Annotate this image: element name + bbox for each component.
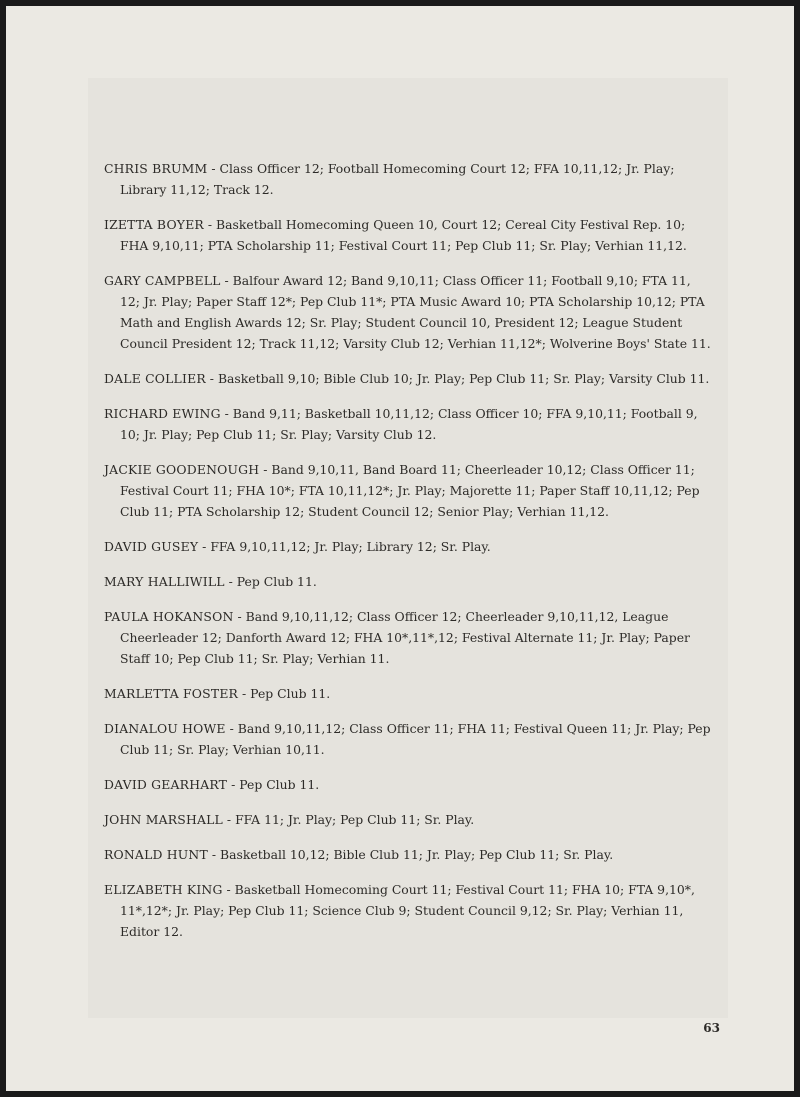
list-item (104, 214, 714, 256)
student-name: JOHN MARSHALL (104, 812, 223, 827)
student-activities: Class Officer 12; Football Homecoming Court 12; FFA 10,11,12; Jr. Play; Library 11,12; Track 12. (120, 161, 675, 197)
student-name: RICHARD EWING (104, 406, 221, 421)
list-item (104, 158, 714, 200)
student-activities: Band 9,10,11, Band Board 11; Cheerleader 10,12; Class Officer 11; Festival Court 11; FHA 10*; FTA 10,11,12*; Jr. Play; Majorette 11; Paper Staff 10,11,12; Pep Club 11; PTA Scholarship 12; Student Council 12; Senior Play; Verhian 11,12. (120, 462, 700, 519)
student-name: MARLETTA FOSTER (104, 686, 239, 701)
list-item (104, 536, 714, 557)
student-activities: Band 9,10,11,12; Class Officer 11; FHA 11; Festival Queen 11; Jr. Play; Pep Club 11; Sr. Play; Verhian 10,11. (120, 721, 711, 757)
name-separator: - (222, 812, 236, 827)
list-item (104, 683, 714, 704)
list-item (104, 774, 714, 795)
student-activities: Pep Club 11. (239, 777, 320, 792)
student-name: RONALD HUNT (104, 847, 208, 862)
list-item (104, 606, 714, 669)
list-item (104, 844, 714, 865)
student-activities: Basketball Homecoming Court 11; Festival Court 11; FHA 10; FTA 9,10*, 11*,12*; Jr. Play; Pep Club 11; Science Club 9; Student Council 9,12; Sr. Play; Verhian 11, Editor 12. (120, 882, 695, 939)
list-item (104, 718, 714, 760)
name-separator: - (220, 406, 233, 421)
name-separator: - (238, 686, 251, 701)
student-activities: Band 9,10,11,12; Class Officer 12; Cheerleader 9,10,11,12, League Cheerleader 12; Danforth Award 12; FHA 10*,11*,12; Festival Alternate 11; Jr. Play; Paper Staff 10; Pep Club 11; Sr. Play; Verhian 11. (120, 609, 690, 666)
student-name: CHRIS BRUMM (104, 161, 208, 176)
student-activities: Band 9,11; Basketball 10,11,12; Class Officer 10; FFA 9,10,11; Football 9, 10; Jr. Play; Pep Club 11; Sr. Play; Varsity Club 12. (120, 406, 698, 442)
student-name: MARY HALLIWILL (104, 574, 225, 589)
senior-activities-list (104, 158, 714, 956)
list-item (104, 403, 714, 445)
student-activities: Basketball 9,10; Bible Club 10; Jr. Play; Pep Club 11; Sr. Play; Varsity Club 11. (217, 371, 710, 386)
student-activities: Basketball Homecoming Queen 10, Court 12; Cereal City Festival Rep. 10; FHA 9,10,11; PTA Scholarship 11; Festival Court 11; Pep Club 11; Sr. Play; Verhian 11,12. (120, 217, 687, 253)
name-separator: - (233, 609, 246, 624)
student-name: DALE COLLIER (104, 371, 206, 386)
student-activities: Balfour Award 12; Band 9,10,11; Class Officer 11; Football 9,10; FTA 11, 12; Jr. Play; Paper Staff 12*; Pep Club 11*; PTA Music Award 10; PTA Scholarship 10,12; PTA Math and English Awards 12; Sr. Play; Student Council 10, President 12; League Student Council President 12; Track 11,12; Varsity Club 12; Verhian 11,12*; Wolverine Boys' State 11. (120, 273, 711, 351)
student-name: DAVID GUSEY (104, 539, 199, 554)
list-item (104, 879, 714, 942)
student-activities: Basketball 10,12; Bible Club 11; Jr. Play; Pep Club 11; Sr. Play. (220, 847, 614, 862)
student-name: GARY CAMPBELL (104, 273, 221, 288)
list-item (104, 809, 714, 830)
student-name: ELIZABETH KING (104, 882, 223, 897)
name-separator: - (225, 721, 238, 736)
name-separator: - (259, 462, 272, 477)
student-name: PAULA HOKANSON (104, 609, 234, 624)
name-separator: - (224, 574, 237, 589)
list-item (104, 571, 714, 592)
list-item (104, 368, 714, 389)
student-activities: Pep Club 11. (250, 686, 331, 701)
name-separator: - (207, 161, 220, 176)
name-separator: - (198, 539, 211, 554)
page-number: 63 (703, 1021, 720, 1035)
student-name: DIANALOU HOWE (104, 721, 226, 736)
student-activities: FFA 11; Jr. Play; Pep Club 11; Sr. Play. (235, 812, 475, 827)
student-activities: Pep Club 11. (236, 574, 317, 589)
list-item (104, 270, 714, 354)
student-name: JACKIE GOODENOUGH (104, 462, 260, 477)
name-separator: - (205, 371, 218, 386)
student-name: IZETTA BOYER (104, 217, 204, 232)
name-separator: - (207, 847, 221, 862)
yearbook-page (6, 6, 794, 1091)
name-separator: - (220, 273, 233, 288)
name-separator: - (203, 217, 217, 232)
student-activities: FFA 9,10,11,12; Jr. Play; Library 12; Sr. Play. (210, 539, 491, 554)
name-separator: - (222, 882, 235, 897)
name-separator: - (227, 777, 240, 792)
list-item (104, 459, 714, 522)
student-name: DAVID GEARHART (104, 777, 228, 792)
